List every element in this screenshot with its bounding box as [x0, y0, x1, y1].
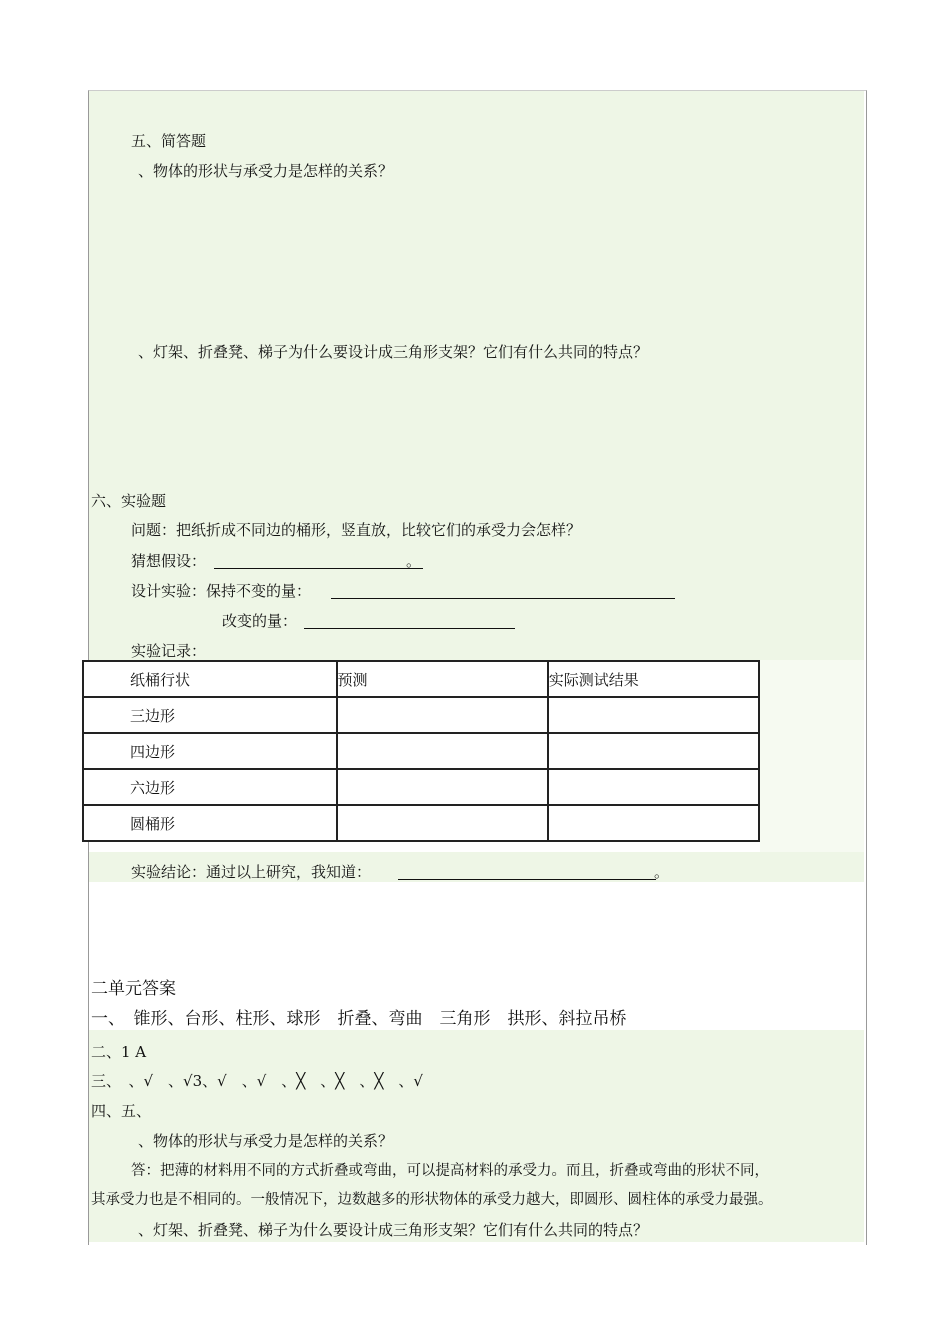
conclusion-blank[interactable]	[398, 878, 656, 880]
record-table	[82, 660, 760, 842]
table-row	[83, 697, 759, 733]
experiment-problem: 问题：把纸折成不同边的桶形，竖直放，比较它们的承受力会怎样？	[131, 521, 582, 539]
change-label: 改变的量：	[222, 612, 298, 630]
answers-title: 二单元答案	[91, 979, 176, 999]
header-result: 实际测试结果	[548, 661, 759, 697]
hypothesis-label: 猜想假设：	[131, 552, 207, 570]
table-row	[83, 805, 759, 841]
section-tint-right-of-table	[760, 660, 864, 852]
hypothesis-blank[interactable]	[214, 567, 423, 569]
answers-question-2: 、灯架、折叠凳、梯子为什么要设计成三角形支架？它们有什么共同的特点？	[138, 1221, 649, 1239]
prediction-cell[interactable]	[337, 733, 548, 769]
row-shape: 圆桶形	[83, 805, 337, 841]
result-cell[interactable]	[548, 769, 759, 805]
header-prediction: 预测	[337, 661, 548, 697]
constant-variable-blank[interactable]	[331, 597, 675, 599]
answers-answer-1-line-1: 答：把薄的材料用不同的方式折叠或弯曲，可以提高材料的承受力。而且，折叠或弯曲的形状不同，	[131, 1163, 769, 1179]
section5-question-1: 、物体的形状与承受力是怎样的关系？	[138, 162, 394, 180]
table-header-row	[83, 661, 759, 697]
answers-answer-1-line-2: 其承受力也是不相同的。一般情况下，边数越多的形状物体的承受力越大，即圆形、圆柱体的承受力最强。	[91, 1192, 773, 1208]
row-shape: 六边形	[83, 769, 337, 805]
row-shape: 三边形	[83, 697, 337, 733]
section5-title: 五、简答题	[131, 132, 207, 150]
row-shape: 四边形	[83, 733, 337, 769]
design-label: 设计实验：保持不变的量：	[131, 582, 312, 600]
answers-question-1: 、物体的形状与承受力是怎样的关系？	[138, 1132, 394, 1150]
hypothesis-end: 。	[406, 552, 422, 570]
conclusion-end: 。	[654, 863, 670, 881]
record-label: 实验记录：	[131, 642, 207, 660]
conclusion-label: 实验结论：通过以上研究，我知道：	[131, 863, 372, 881]
header-shape: 纸桶行状	[83, 661, 337, 697]
result-cell[interactable]	[548, 733, 759, 769]
answers-line-3: 三、 、√ 、√3、√ 、√ 、╳ 、╳ 、╳ 、√	[91, 1072, 423, 1090]
answers-line-4: 四、五、	[91, 1102, 152, 1120]
table-row	[83, 733, 759, 769]
prediction-cell[interactable]	[337, 697, 548, 733]
prediction-cell[interactable]	[337, 805, 548, 841]
result-cell[interactable]	[548, 697, 759, 733]
section6-title: 六、实验题	[91, 492, 167, 510]
section5-question-2: 、灯架、折叠凳、梯子为什么要设计成三角形支架？它们有什么共同的特点？	[138, 343, 649, 361]
prediction-cell[interactable]	[337, 769, 548, 805]
result-cell[interactable]	[548, 805, 759, 841]
changed-variable-blank[interactable]	[304, 627, 515, 629]
answers-line-1: 一、 锥形、台形、柱形、球形 折叠、弯曲 三角形 拱形、斜拉吊桥	[91, 1009, 627, 1029]
table-row	[83, 769, 759, 805]
answers-line-2: 二、1 A	[91, 1043, 147, 1061]
